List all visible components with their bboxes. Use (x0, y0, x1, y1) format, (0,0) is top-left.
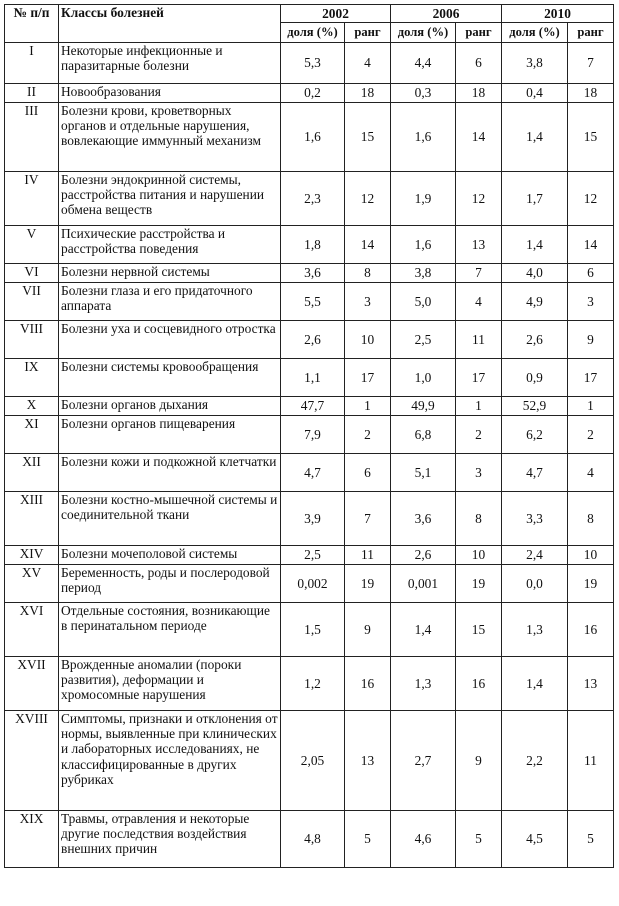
disease-class-name: Отдельные состояния, возникающие в перинатальном периоде (59, 603, 281, 657)
share-2010-cell: 4,7 (502, 454, 568, 492)
disease-classes-table (4, 4, 614, 868)
table-row (5, 43, 614, 84)
share-2002-cell: 2,05 (281, 711, 345, 811)
share-2010-cell: 4,5 (502, 811, 568, 868)
share-2006-cell: 0,001 (391, 565, 456, 603)
rank-2006-cell: 4 (456, 283, 502, 321)
share-2010-cell: 2,6 (502, 321, 568, 359)
table-row (5, 454, 614, 492)
rank-2006-cell: 16 (456, 657, 502, 711)
share-2010-cell: 1,4 (502, 657, 568, 711)
rank-2010-cell: 16 (568, 603, 614, 657)
table-row (5, 172, 614, 226)
disease-class-name: Болезни эндокринной системы, расстройства питания и нарушении обмена веществ (59, 172, 281, 226)
rank-2006-cell: 14 (456, 103, 502, 172)
share-2002-cell: 1,1 (281, 359, 345, 397)
row-number: VIII (5, 321, 59, 359)
row-number: XII (5, 454, 59, 492)
table-row (5, 565, 614, 603)
rank-2002-cell: 13 (345, 711, 391, 811)
rank-2002-cell: 14 (345, 226, 391, 264)
share-2006-cell: 6,8 (391, 416, 456, 454)
rank-2006-cell: 10 (456, 546, 502, 565)
rank-2002-cell: 4 (345, 43, 391, 84)
row-number: IV (5, 172, 59, 226)
row-number: V (5, 226, 59, 264)
disease-class-name: Психические расстройства и расстройства поведения (59, 226, 281, 264)
header-year-2010: 2010 (502, 5, 614, 23)
rank-2010-cell: 1 (568, 397, 614, 416)
share-2010-cell: 4,0 (502, 264, 568, 283)
share-2006-cell: 5,0 (391, 283, 456, 321)
share-2006-cell: 2,5 (391, 321, 456, 359)
row-number: XVII (5, 657, 59, 711)
header-rank: ранг (568, 23, 614, 43)
share-2002-cell: 2,5 (281, 546, 345, 565)
table-row (5, 264, 614, 283)
header-share: доля (%) (391, 23, 456, 43)
row-number: II (5, 84, 59, 103)
row-number: IX (5, 359, 59, 397)
share-2002-cell: 1,8 (281, 226, 345, 264)
row-number: X (5, 397, 59, 416)
table-row (5, 397, 614, 416)
disease-class-name: Беременность, роды и послеродовой период (59, 565, 281, 603)
table-body (5, 43, 614, 868)
rank-2010-cell: 10 (568, 546, 614, 565)
share-2010-cell: 1,4 (502, 103, 568, 172)
table-row (5, 657, 614, 711)
row-number: VII (5, 283, 59, 321)
table-row (5, 103, 614, 172)
rank-2002-cell: 1 (345, 397, 391, 416)
share-2006-cell: 2,7 (391, 711, 456, 811)
share-2010-cell: 2,4 (502, 546, 568, 565)
rank-2006-cell: 18 (456, 84, 502, 103)
share-2002-cell: 0,2 (281, 84, 345, 103)
table-row (5, 546, 614, 565)
row-number: XIX (5, 811, 59, 868)
disease-class-name: Болезни нервной системы (59, 264, 281, 283)
rank-2006-cell: 9 (456, 711, 502, 811)
share-2002-cell: 1,2 (281, 657, 345, 711)
disease-class-name: Болезни системы кровообращения (59, 359, 281, 397)
table-row (5, 321, 614, 359)
rank-2006-cell: 3 (456, 454, 502, 492)
rank-2006-cell: 11 (456, 321, 502, 359)
table-row (5, 492, 614, 546)
rank-2002-cell: 7 (345, 492, 391, 546)
share-2006-cell: 5,1 (391, 454, 456, 492)
header-number: № п/п (5, 5, 59, 43)
rank-2010-cell: 13 (568, 657, 614, 711)
share-2006-cell: 2,6 (391, 546, 456, 565)
rank-2002-cell: 6 (345, 454, 391, 492)
rank-2006-cell: 7 (456, 264, 502, 283)
share-2006-cell: 0,3 (391, 84, 456, 103)
share-2010-cell: 2,2 (502, 711, 568, 811)
row-number: XI (5, 416, 59, 454)
share-2002-cell: 3,9 (281, 492, 345, 546)
table-row (5, 711, 614, 811)
share-2006-cell: 3,8 (391, 264, 456, 283)
rank-2010-cell: 7 (568, 43, 614, 84)
row-number: XV (5, 565, 59, 603)
table-row (5, 603, 614, 657)
disease-class-name: Врожденные аномалии (пороки развития), деформации и хромосомные нарушения (59, 657, 281, 711)
rank-2006-cell: 19 (456, 565, 502, 603)
rank-2006-cell: 2 (456, 416, 502, 454)
rank-2006-cell: 12 (456, 172, 502, 226)
rank-2010-cell: 8 (568, 492, 614, 546)
disease-class-name: Болезни глаза и его придаточного аппарата (59, 283, 281, 321)
rank-2002-cell: 5 (345, 811, 391, 868)
table-row (5, 84, 614, 103)
rank-2010-cell: 5 (568, 811, 614, 868)
share-2002-cell: 0,002 (281, 565, 345, 603)
rank-2010-cell: 6 (568, 264, 614, 283)
table-header (5, 5, 614, 43)
row-number: XVIII (5, 711, 59, 811)
share-2010-cell: 0,9 (502, 359, 568, 397)
share-2010-cell: 1,3 (502, 603, 568, 657)
header-year-2006: 2006 (391, 5, 502, 23)
share-2010-cell: 4,9 (502, 283, 568, 321)
share-2006-cell: 1,6 (391, 103, 456, 172)
share-2010-cell: 0,0 (502, 565, 568, 603)
header-year-2002: 2002 (281, 5, 391, 23)
disease-class-name: Болезни крови, кроветворных органов и отдельные нарушения, вовлекающие иммунный механизм (59, 103, 281, 172)
disease-class-name: Болезни мочеполовой системы (59, 546, 281, 565)
share-2010-cell: 3,8 (502, 43, 568, 84)
header-share: доля (%) (502, 23, 568, 43)
share-2002-cell: 2,3 (281, 172, 345, 226)
share-2010-cell: 6,2 (502, 416, 568, 454)
rank-2010-cell: 18 (568, 84, 614, 103)
share-2002-cell: 5,5 (281, 283, 345, 321)
rank-2002-cell: 11 (345, 546, 391, 565)
share-2010-cell: 52,9 (502, 397, 568, 416)
rank-2006-cell: 1 (456, 397, 502, 416)
disease-class-name: Болезни органов дыхания (59, 397, 281, 416)
rank-2006-cell: 13 (456, 226, 502, 264)
share-2010-cell: 0,4 (502, 84, 568, 103)
rank-2006-cell: 17 (456, 359, 502, 397)
row-number: XIII (5, 492, 59, 546)
disease-class-name: Болезни органов пищеварения (59, 416, 281, 454)
share-2006-cell: 1,4 (391, 603, 456, 657)
share-2006-cell: 49,9 (391, 397, 456, 416)
rank-2002-cell: 18 (345, 84, 391, 103)
rank-2010-cell: 15 (568, 103, 614, 172)
share-2010-cell: 3,3 (502, 492, 568, 546)
disease-class-name: Новообразования (59, 84, 281, 103)
share-2002-cell: 2,6 (281, 321, 345, 359)
rank-2006-cell: 8 (456, 492, 502, 546)
header-disease-class: Классы болезней (59, 5, 281, 43)
share-2006-cell: 1,3 (391, 657, 456, 711)
disease-class-name: Травмы, отравления и некоторые другие последствия воздействия внешних причин (59, 811, 281, 868)
row-number: XIV (5, 546, 59, 565)
rank-2002-cell: 10 (345, 321, 391, 359)
row-number: VI (5, 264, 59, 283)
table-row (5, 283, 614, 321)
table-row (5, 811, 614, 868)
share-2006-cell: 4,6 (391, 811, 456, 868)
table-row (5, 226, 614, 264)
rank-2010-cell: 17 (568, 359, 614, 397)
share-2002-cell: 47,7 (281, 397, 345, 416)
row-number: I (5, 43, 59, 84)
rank-2010-cell: 11 (568, 711, 614, 811)
rank-2002-cell: 8 (345, 264, 391, 283)
disease-class-name: Некоторые инфекционные и паразитарные болезни (59, 43, 281, 84)
table-row (5, 416, 614, 454)
header-rank: ранг (345, 23, 391, 43)
share-2002-cell: 1,6 (281, 103, 345, 172)
share-2002-cell: 4,7 (281, 454, 345, 492)
rank-2010-cell: 4 (568, 454, 614, 492)
rank-2002-cell: 3 (345, 283, 391, 321)
rank-2010-cell: 14 (568, 226, 614, 264)
disease-class-name: Болезни костно-мышечной системы и соединительной ткани (59, 492, 281, 546)
row-number: XVI (5, 603, 59, 657)
rank-2006-cell: 6 (456, 43, 502, 84)
header-rank: ранг (456, 23, 502, 43)
share-2010-cell: 1,7 (502, 172, 568, 226)
rank-2010-cell: 9 (568, 321, 614, 359)
table-row (5, 359, 614, 397)
share-2002-cell: 1,5 (281, 603, 345, 657)
share-2006-cell: 3,6 (391, 492, 456, 546)
share-2002-cell: 4,8 (281, 811, 345, 868)
share-2010-cell: 1,4 (502, 226, 568, 264)
rank-2002-cell: 19 (345, 565, 391, 603)
disease-class-name: Болезни уха и сосцевидного отростка (59, 321, 281, 359)
share-2006-cell: 4,4 (391, 43, 456, 84)
header-share: доля (%) (281, 23, 345, 43)
rank-2002-cell: 2 (345, 416, 391, 454)
share-2006-cell: 1,9 (391, 172, 456, 226)
row-number: III (5, 103, 59, 172)
share-2006-cell: 1,0 (391, 359, 456, 397)
rank-2006-cell: 15 (456, 603, 502, 657)
rank-2010-cell: 12 (568, 172, 614, 226)
rank-2010-cell: 3 (568, 283, 614, 321)
rank-2010-cell: 19 (568, 565, 614, 603)
share-2006-cell: 1,6 (391, 226, 456, 264)
rank-2002-cell: 12 (345, 172, 391, 226)
share-2002-cell: 7,9 (281, 416, 345, 454)
disease-class-name: Симптомы, признаки и отклонения от нормы, выявленные при клинических и лабораторных исследованиях, не классифицированные в других рубриках (59, 711, 281, 811)
disease-class-name: Болезни кожи и подкожной клетчатки (59, 454, 281, 492)
share-2002-cell: 3,6 (281, 264, 345, 283)
rank-2002-cell: 9 (345, 603, 391, 657)
rank-2010-cell: 2 (568, 416, 614, 454)
rank-2006-cell: 5 (456, 811, 502, 868)
rank-2002-cell: 15 (345, 103, 391, 172)
share-2002-cell: 5,3 (281, 43, 345, 84)
rank-2002-cell: 17 (345, 359, 391, 397)
rank-2002-cell: 16 (345, 657, 391, 711)
